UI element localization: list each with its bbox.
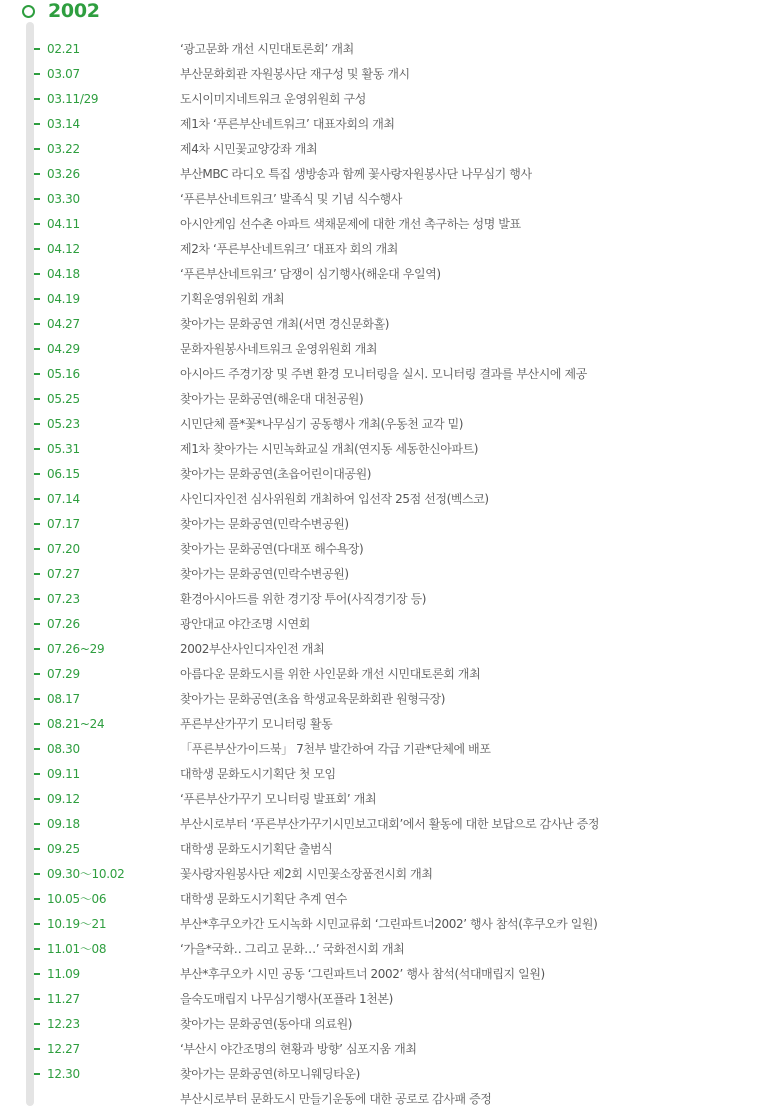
dash-icon (34, 523, 40, 525)
event-row (0, 612, 760, 637)
event-date: 04.11 (47, 217, 80, 231)
event-date: 09.11 (47, 767, 80, 781)
event-date: 04.19 (47, 292, 80, 306)
event-description: 제1차 찾아가는 시민녹화교실 개최(연지동 세동한신아파트) (180, 442, 479, 456)
event-description: 부산*후쿠오카간 도시녹화 시민교류회 ‘그린파트너2002’ 행사 참석(후쿠오카 일원) (180, 917, 598, 931)
event-description: 꽃사랑자원봉사단 제2회 시민꽃소장품전시회 개최 (180, 867, 433, 881)
event-date: 05.16 (47, 367, 80, 381)
event-description: 푸른부산가꾸기 모니터링 활동 (180, 717, 333, 731)
event-date: 02.21 (47, 42, 80, 56)
event-row (0, 712, 760, 737)
dash-icon (34, 423, 40, 425)
event-description: 문화자원봉사네트워크 운영위원회 개최 (180, 342, 378, 356)
event-row (0, 537, 760, 562)
dash-icon (34, 248, 40, 250)
event-date: 07.26 (47, 617, 80, 631)
event-date: 05.25 (47, 392, 80, 406)
dash-icon (34, 898, 40, 900)
event-row (0, 812, 760, 837)
dash-icon (34, 298, 40, 300)
event-row (0, 562, 760, 587)
event-date: 04.18 (47, 267, 80, 281)
event-description: ‘푸른부산네트워크’ 발족식 및 기념 식수행사 (180, 192, 402, 206)
dash-icon (34, 1048, 40, 1050)
event-description: 도시이미지네트워크 운영위원회 구성 (180, 92, 366, 106)
event-description: 찾아가는 문화공연(초읍어린이대공원) (180, 467, 372, 481)
event-row (0, 1012, 760, 1037)
dash-icon (34, 373, 40, 375)
event-description: 부산MBC 라디오 특집 생방송과 함께 꽃사랑자원봉사단 나무심기 행사 (180, 167, 532, 181)
event-date: 04.12 (47, 242, 80, 256)
event-date: 07.23 (47, 592, 80, 606)
event-date: 11.27 (47, 992, 80, 1006)
event-row (0, 237, 760, 262)
event-description: ‘가을*국화‥ 그리고 문화…’ 국화전시회 개최 (180, 942, 405, 956)
event-date: 07.14 (47, 492, 80, 506)
dash-icon (34, 548, 40, 550)
event-date: 09.18 (47, 817, 80, 831)
event-row (0, 587, 760, 612)
year-label: 2002 (48, 0, 100, 22)
event-date: 08.21~24 (47, 717, 105, 731)
dash-icon (34, 273, 40, 275)
event-row (0, 737, 760, 762)
event-row (0, 887, 760, 912)
event-date: 09.25 (47, 842, 80, 856)
dash-icon (34, 98, 40, 100)
event-date: 07.26~29 (47, 642, 105, 656)
event-date: 10.05～06 (47, 892, 107, 906)
event-description: 부산*후쿠오카 시민 공동 ‘그린파트너 2002’ 행사 참석(석대매립지 일원) (180, 967, 545, 981)
dash-icon (34, 698, 40, 700)
event-description: 아시아드 주경기장 및 주변 환경 모니터링을 실시. 모니터링 결과를 부산시에 제공 (180, 367, 587, 381)
event-date: 03.07 (47, 67, 80, 81)
event-description: 대학생 문화도시기획단 첫 모임 (180, 767, 336, 781)
event-row (0, 87, 760, 112)
dash-icon (34, 148, 40, 150)
dash-icon (34, 648, 40, 650)
event-description: 제2차 ‘푸른부산네트워크’ 대표자 회의 개최 (180, 242, 398, 256)
event-row (0, 412, 760, 437)
dash-icon (34, 723, 40, 725)
dash-icon (34, 773, 40, 775)
event-description: 부산시로부터 문화도시 만들기운동에 대한 공로로 감사패 증정 (180, 1092, 492, 1106)
event-row (0, 162, 760, 187)
event-date: 12.23 (47, 1017, 80, 1031)
dash-icon (34, 473, 40, 475)
dash-icon (34, 873, 40, 875)
dash-icon (34, 173, 40, 175)
dash-icon (34, 398, 40, 400)
dash-icon (34, 198, 40, 200)
event-date: 03.14 (47, 117, 80, 131)
event-row (0, 312, 760, 337)
event-row (0, 112, 760, 137)
event-description: 찾아가는 문화공연(다대포 해수욕장) (180, 542, 364, 556)
event-row (0, 287, 760, 312)
dash-icon (34, 73, 40, 75)
event-row (0, 1062, 760, 1087)
event-date: 12.27 (47, 1042, 80, 1056)
dash-icon (34, 323, 40, 325)
dash-icon (34, 348, 40, 350)
event-row (0, 337, 760, 362)
event-row (0, 987, 760, 1012)
event-description: 찾아가는 문화공연(동아대 의료원) (180, 1017, 353, 1031)
dash-icon (34, 448, 40, 450)
event-row (0, 262, 760, 287)
event-description: 찾아가는 문화공연(민락수변공원) (180, 567, 349, 581)
event-date: 08.30 (47, 742, 80, 756)
dash-icon (34, 923, 40, 925)
event-date: 07.20 (47, 542, 80, 556)
event-date: 09.30～10.02 (47, 867, 125, 881)
event-date: 11.09 (47, 967, 80, 981)
event-description: ‘푸른부산네트워크’ 담쟁이 심기행사(해운대 우일역) (180, 267, 441, 281)
event-date: 09.12 (47, 792, 80, 806)
event-date: 12.30 (47, 1067, 80, 1081)
dash-icon (34, 1073, 40, 1075)
event-row (0, 487, 760, 512)
dash-icon (34, 748, 40, 750)
event-date: 04.29 (47, 342, 80, 356)
event-row (0, 687, 760, 712)
event-row (0, 137, 760, 162)
dash-icon (34, 623, 40, 625)
event-date: 08.17 (47, 692, 80, 706)
dash-icon (34, 223, 40, 225)
event-description: ‘부산시 야간조명의 현황과 방향’ 심포지움 개최 (180, 1042, 417, 1056)
dash-icon (34, 973, 40, 975)
event-description: 찾아가는 문화공연(하모니웨딩타운) (180, 1067, 360, 1081)
dash-icon (34, 48, 40, 50)
event-date: 07.29 (47, 667, 80, 681)
event-description: 제1차 ‘푸른부산네트워크’ 대표자회의 개최 (180, 117, 395, 131)
event-row (0, 62, 760, 87)
event-row (0, 212, 760, 237)
event-description: 아름다운 문화도시를 위한 사인문화 개선 시민대토론회 개최 (180, 667, 481, 681)
event-row (0, 837, 760, 862)
event-date: 11.01～08 (47, 942, 107, 956)
event-date: 04.27 (47, 317, 80, 331)
event-date: 03.26 (47, 167, 80, 181)
event-date: 03.22 (47, 142, 80, 156)
event-list (0, 37, 760, 1112)
year-header (22, 0, 100, 22)
event-description: 광안대교 야간조명 시연회 (180, 617, 310, 631)
event-description: 사인디자인전 심사위원회 개최하여 입선작 25점 선정(벡스코) (180, 492, 489, 506)
event-description: 시민단체 풀*꽃*나무심기 공동행사 개최(우동천 교각 밑) (180, 417, 464, 431)
event-date: 07.17 (47, 517, 80, 531)
event-row (0, 962, 760, 987)
event-description: 대학생 문화도시기획단 추계 연수 (180, 892, 347, 906)
event-row (0, 762, 760, 787)
event-description: 을숙도매립지 나무심기행사(포플라 1천본) (180, 992, 393, 1006)
event-row (0, 187, 760, 212)
event-description: 2002부산사인디자인전 개최 (180, 642, 325, 656)
dash-icon (34, 848, 40, 850)
event-description: 대학생 문화도시기획단 출범식 (180, 842, 333, 856)
dash-icon (34, 823, 40, 825)
event-date: 05.31 (47, 442, 80, 456)
event-row (0, 912, 760, 937)
dash-icon (34, 1023, 40, 1025)
event-row (0, 462, 760, 487)
dash-icon (34, 573, 40, 575)
event-row (0, 637, 760, 662)
event-description: 찾아가는 문화공연(해운대 대천공원) (180, 392, 364, 406)
event-description: 제4차 시민꽃교양강좌 개최 (180, 142, 318, 156)
dash-icon (34, 998, 40, 1000)
event-row (0, 387, 760, 412)
event-date: 05.23 (47, 417, 80, 431)
dash-icon (34, 673, 40, 675)
event-description: 아시안게임 선수촌 아파트 색채문제에 대한 개선 촉구하는 성명 발표 (180, 217, 521, 231)
event-date: 07.27 (47, 567, 80, 581)
event-description: 찾아가는 문화공연(초읍 학생교육문화회관 원형극장) (180, 692, 446, 706)
event-date: 10.19～21 (47, 917, 107, 931)
event-row (0, 662, 760, 687)
dash-icon (34, 123, 40, 125)
dash-icon (34, 598, 40, 600)
event-description: 부산문화회관 자원봉사단 재구성 및 활동 개시 (180, 67, 410, 81)
event-description: 기획운영위원회 개최 (180, 292, 285, 306)
event-row (0, 1037, 760, 1062)
event-row (0, 362, 760, 387)
event-description: 찾아가는 문화공연 개최(서면 경신문화홀) (180, 317, 390, 331)
dash-icon (34, 948, 40, 950)
event-description: 찾아가는 문화공연(민락수변공원) (180, 517, 349, 531)
event-row (0, 862, 760, 887)
event-row (0, 1087, 760, 1112)
event-row (0, 512, 760, 537)
event-description: ‘푸른부산가꾸기 모니터링 발표회’ 개최 (180, 792, 377, 806)
event-date: 06.15 (47, 467, 80, 481)
event-description: ‘광고문화 개선 시민대토론회’ 개최 (180, 42, 354, 56)
event-description: 「푸른부산가이드북」 7천부 발간하여 각급 기관*단체에 배포 (180, 742, 491, 756)
event-date: 03.30 (47, 192, 80, 206)
dash-icon (34, 498, 40, 500)
year-marker-icon (22, 5, 35, 18)
event-date: 03.11/29 (47, 92, 99, 106)
dash-icon (34, 798, 40, 800)
event-row (0, 937, 760, 962)
event-description: 부산시로부터 ‘푸른부산가꾸기시민보고대회’에서 활동에 대한 보답으로 감사난 증정 (180, 817, 600, 831)
event-row (0, 787, 760, 812)
event-row (0, 437, 760, 462)
event-row (0, 37, 760, 62)
event-description: 환경아시아드를 위한 경기장 투어(사직경기장 등) (180, 592, 427, 606)
